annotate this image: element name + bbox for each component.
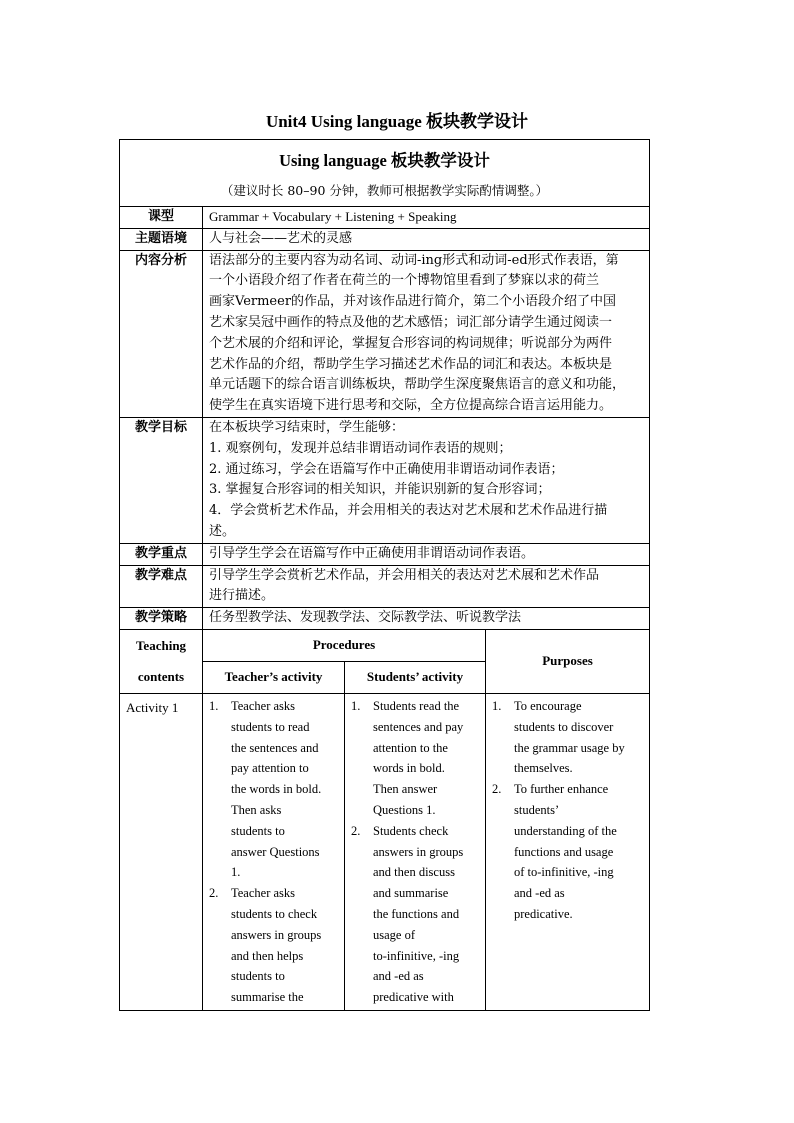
content-line: 画家Vermeer的作品，并对该作品进行简介，第二个小语段介绍了中国: [209, 294, 617, 310]
teaching-contents-header: [120, 629, 203, 693]
content-line: 艺术作品的介绍，帮助学生学习描述艺术作品的词汇和表达。本板块是: [209, 356, 613, 372]
value-difficulties: [203, 565, 650, 608]
content-line: 语法部分的主要内容为动名词、动词-ing形式和动词-ed形式作表语，第: [209, 252, 619, 268]
item-number: 1.: [492, 698, 502, 713]
item-number: 2.: [351, 823, 361, 838]
list-item: [351, 821, 479, 1008]
item-line: Teacher asks: [231, 698, 296, 713]
item-line: sentences and pay: [373, 719, 464, 734]
label-content: 内容分析: [120, 250, 203, 417]
item-line: and then helps: [231, 948, 304, 963]
item-line: Students check: [373, 823, 449, 838]
item-line: students to: [231, 969, 285, 984]
row-difficulties: [120, 565, 650, 608]
item-line: Questions 1.: [373, 802, 436, 817]
activity-name: Activity 1: [120, 693, 203, 1010]
item-line: To encourage: [514, 698, 582, 713]
item-line: answers in groups: [373, 844, 464, 859]
item-line: usage of: [373, 927, 415, 942]
item-line: answers in groups: [231, 927, 322, 942]
row-content: [120, 250, 650, 417]
value-theme: 人与社会——艺术的灵感: [203, 228, 650, 250]
item-line: understanding of the: [514, 823, 617, 838]
teacher-activity-header: Teacher’s activity: [203, 661, 345, 693]
item-line: the functions and: [373, 906, 460, 921]
difficulty-line: 引导学生学会赏析艺术作品，并会用相关的表达对艺术展和艺术作品: [209, 567, 600, 583]
label-strategies: 教学策略: [120, 608, 203, 630]
row-course-type: [120, 207, 650, 229]
item-line: and -ed as: [373, 969, 424, 984]
students-activity: [345, 693, 486, 1010]
purposes: [486, 693, 650, 1010]
item-line: pay attention to: [231, 761, 309, 776]
value-key-points: 引导学生学会在语篇写作中正确使用非谓语动词作表语。: [203, 543, 650, 565]
students-activity-header: Students’ activity: [345, 661, 486, 693]
value-objectives: [203, 417, 650, 543]
item-line: students to check: [231, 906, 318, 921]
item-line: Students read the: [373, 698, 460, 713]
list-item: [209, 696, 338, 883]
item-line: predicative.: [514, 906, 573, 921]
item-line: Then asks: [231, 802, 282, 817]
item-number: 2.: [492, 782, 502, 797]
objective-line: 1. 观察例句，发现并总结非谓语动词作表语的规则；: [209, 440, 512, 456]
lesson-plan-table: [119, 139, 650, 1011]
procedures-header-row: [120, 629, 650, 661]
procedures-header: Procedures: [203, 629, 486, 661]
content-line: 个艺术展的介绍和评论，掌握复合形容词的构词规律；听说部分为两件: [209, 335, 613, 351]
row-strategies: [120, 608, 650, 630]
item-line: attention to the: [373, 740, 448, 755]
objective-line: 4．学会赏析艺术作品，并会用相关的表达对艺术展和艺术作品进行描: [209, 503, 608, 519]
list-item: [492, 696, 643, 779]
teacher-activity: [203, 693, 345, 1010]
row-theme: [120, 228, 650, 250]
label-key-points: 教学重点: [120, 543, 203, 565]
label-difficulties: 教学难点: [120, 565, 203, 608]
value-content: [203, 250, 650, 417]
item-line: 1.: [231, 865, 241, 880]
item-line: students’: [514, 802, 560, 817]
teaching-label: Teaching: [135, 638, 187, 654]
content-line: 艺术家吴冠中画作的特点及他的艺术感悟；词汇部分请学生通过阅读一: [209, 314, 613, 330]
list-item: [209, 883, 338, 1008]
contents-label: contents: [137, 669, 185, 685]
document-title: Unit4 Using language 板块教学设计: [265, 112, 529, 131]
item-line: themselves.: [514, 761, 573, 776]
content-line: 单元话题下的综合语言训练板块，帮助学生深度聚焦语言的意义和功能，: [209, 377, 626, 393]
item-line: the words in bold.: [231, 782, 322, 797]
item-line: the grammar usage by: [514, 740, 625, 755]
item-line: students to: [231, 823, 285, 838]
item-line: of to-infinitive, -ing: [514, 865, 614, 880]
list-item: [351, 696, 479, 821]
item-line: words in bold.: [373, 761, 445, 776]
value-strategies: 任务型教学法、发现教学法、交际教学法、听说教学法: [203, 608, 650, 630]
label-course-type: 课型: [120, 207, 203, 229]
row-objectives: [120, 417, 650, 543]
item-line: the sentences and: [231, 740, 319, 755]
objective-line: 3. 掌握复合形容词的相关知识，并能识别新的复合形容词；: [209, 482, 551, 498]
objective-line: 述。: [209, 523, 236, 539]
item-number: 2.: [209, 886, 219, 901]
value-course-type: Grammar + Vocabulary + Listening + Speaking: [203, 207, 650, 229]
item-line: Teacher asks: [231, 886, 296, 901]
label-theme: 主题语境: [120, 228, 203, 250]
label-objectives: 教学目标: [120, 417, 203, 543]
item-line: answer Questions: [231, 844, 320, 859]
item-line: and -ed as: [514, 886, 565, 901]
table-subtitle: （建议时长 80–90 分钟，教师可根据教学实际酌情调整。）: [220, 183, 549, 198]
content-line: 一个小语段介绍了作者在荷兰的一个博物馆里看到了梦寐以求的荷兰: [209, 273, 600, 289]
content-line: 使学生在真实语境下进行思考和交际，全方位提高综合语言运用能力。: [209, 398, 613, 414]
activity-row: [120, 693, 650, 1010]
header-cell: [120, 140, 650, 207]
item-number: 1.: [209, 698, 219, 713]
difficulty-line: 进行描述。: [209, 588, 275, 604]
item-line: Then answer: [373, 782, 438, 797]
list-item: [492, 779, 643, 925]
objective-line: 在本板块学习结束时，学生能够：: [209, 419, 405, 435]
item-line: To further enhance: [514, 782, 609, 797]
objective-line: 2. 通过练习，学会在语篇写作中正确使用非谓语动词作表语；: [209, 461, 564, 477]
header-row: [120, 140, 650, 207]
item-number: 1.: [351, 698, 361, 713]
item-line: students to read: [231, 719, 310, 734]
item-line: summarise the: [231, 990, 304, 1005]
item-line: and then discuss: [373, 865, 455, 880]
item-line: to-infinitive, -ing: [373, 948, 460, 963]
item-line: functions and usage: [514, 844, 614, 859]
item-line: and summarise: [373, 886, 449, 901]
table-title: Using language 板块教学设计: [279, 151, 490, 170]
row-key-points: [120, 543, 650, 565]
item-line: students to discover: [514, 719, 614, 734]
purposes-header: Purposes: [486, 629, 650, 693]
item-line: predicative with: [373, 990, 454, 1005]
